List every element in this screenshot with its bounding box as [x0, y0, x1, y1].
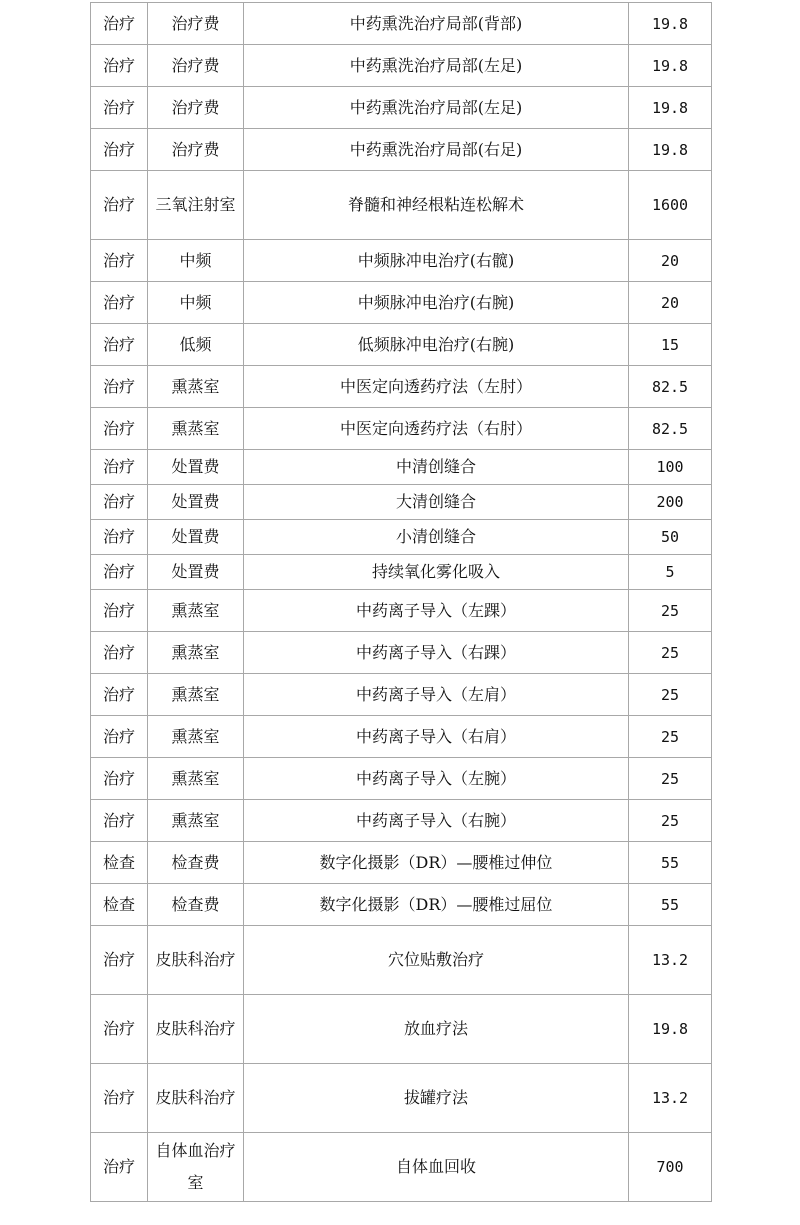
price-cell: 25 [629, 716, 712, 758]
item-name-cell: 中药离子导入（左腕） [244, 758, 629, 800]
item-name-cell: 数字化摄影（DR）—腰椎过伸位 [244, 842, 629, 884]
category-cell: 治疗 [91, 171, 148, 240]
category-cell: 治疗 [91, 520, 148, 555]
price-cell: 19.8 [629, 45, 712, 87]
category-cell: 治疗 [91, 3, 148, 45]
category-cell: 治疗 [91, 282, 148, 324]
table-row [91, 520, 712, 555]
department-cell: 中频 [148, 240, 244, 282]
fee-table-body [91, 3, 712, 1202]
category-cell: 治疗 [91, 408, 148, 450]
price-cell: 20 [629, 240, 712, 282]
price-cell: 25 [629, 758, 712, 800]
price-cell: 82.5 [629, 366, 712, 408]
item-name-cell: 中医定向透药疗法（右肘） [244, 408, 629, 450]
table-row [91, 842, 712, 884]
table-row [91, 995, 712, 1064]
category-cell: 治疗 [91, 450, 148, 485]
item-name-cell: 数字化摄影（DR）—腰椎过屈位 [244, 884, 629, 926]
item-name-cell: 大清创缝合 [244, 485, 629, 520]
department-cell: 处置费 [148, 485, 244, 520]
category-cell: 治疗 [91, 129, 148, 171]
table-row [91, 366, 712, 408]
category-cell: 治疗 [91, 800, 148, 842]
price-cell: 5 [629, 555, 712, 590]
category-cell: 治疗 [91, 555, 148, 590]
table-row [91, 408, 712, 450]
item-name-cell: 自体血回收 [244, 1133, 629, 1202]
department-cell: 皮肤科治疗 [148, 926, 244, 995]
department-cell: 治疗费 [148, 45, 244, 87]
item-name-cell: 中药熏洗治疗局部(背部) [244, 3, 629, 45]
item-name-cell: 持续氧化雾化吸入 [244, 555, 629, 590]
table-row [91, 800, 712, 842]
price-cell: 200 [629, 485, 712, 520]
department-cell: 检查费 [148, 842, 244, 884]
price-cell: 19.8 [629, 3, 712, 45]
department-cell: 皮肤科治疗 [148, 995, 244, 1064]
category-cell: 治疗 [91, 240, 148, 282]
price-cell: 100 [629, 450, 712, 485]
item-name-cell: 拔罐疗法 [244, 1064, 629, 1133]
table-row [91, 555, 712, 590]
category-cell: 治疗 [91, 995, 148, 1064]
item-name-cell: 中药离子导入（右踝） [244, 632, 629, 674]
item-name-cell: 中药离子导入（右肩） [244, 716, 629, 758]
fee-table [90, 2, 712, 1202]
category-cell: 检查 [91, 842, 148, 884]
category-cell: 治疗 [91, 674, 148, 716]
category-cell: 治疗 [91, 758, 148, 800]
category-cell: 治疗 [91, 87, 148, 129]
category-cell: 检查 [91, 884, 148, 926]
price-cell: 55 [629, 842, 712, 884]
category-cell: 治疗 [91, 1064, 148, 1133]
table-row [91, 129, 712, 171]
item-name-cell: 中清创缝合 [244, 450, 629, 485]
item-name-cell: 中药离子导入（左踝） [244, 590, 629, 632]
item-name-cell: 中药离子导入（右腕） [244, 800, 629, 842]
item-name-cell: 中药熏洗治疗局部(左足) [244, 45, 629, 87]
department-cell: 处置费 [148, 520, 244, 555]
item-name-cell: 中频脉冲电治疗(右腕) [244, 282, 629, 324]
table-row [91, 282, 712, 324]
category-cell: 治疗 [91, 926, 148, 995]
price-cell: 55 [629, 884, 712, 926]
price-cell: 13.2 [629, 1064, 712, 1133]
category-cell: 治疗 [91, 590, 148, 632]
category-cell: 治疗 [91, 632, 148, 674]
price-cell: 1600 [629, 171, 712, 240]
price-cell: 19.8 [629, 129, 712, 171]
price-cell: 19.8 [629, 995, 712, 1064]
table-row [91, 485, 712, 520]
item-name-cell: 中医定向透药疗法（左肘） [244, 366, 629, 408]
table-row [91, 1064, 712, 1133]
item-name-cell: 脊髓和神经根粘连松解术 [244, 171, 629, 240]
item-name-cell: 中药熏洗治疗局部(左足) [244, 87, 629, 129]
department-cell: 治疗费 [148, 129, 244, 171]
item-name-cell: 低频脉冲电治疗(右腕) [244, 324, 629, 366]
price-cell: 20 [629, 282, 712, 324]
department-cell: 处置费 [148, 555, 244, 590]
category-cell: 治疗 [91, 366, 148, 408]
table-row [91, 450, 712, 485]
price-cell: 50 [629, 520, 712, 555]
table-row [91, 632, 712, 674]
department-cell: 低频 [148, 324, 244, 366]
table-row [91, 240, 712, 282]
item-name-cell: 中药熏洗治疗局部(右足) [244, 129, 629, 171]
table-row [91, 884, 712, 926]
price-cell: 25 [629, 590, 712, 632]
table-row [91, 324, 712, 366]
department-cell: 熏蒸室 [148, 800, 244, 842]
department-cell: 熏蒸室 [148, 632, 244, 674]
department-cell: 三氧注射室 [148, 171, 244, 240]
price-cell: 25 [629, 632, 712, 674]
category-cell: 治疗 [91, 716, 148, 758]
department-cell: 治疗费 [148, 87, 244, 129]
table-row [91, 926, 712, 995]
department-cell: 自体血治疗室 [148, 1133, 244, 1202]
department-cell: 治疗费 [148, 3, 244, 45]
price-cell: 700 [629, 1133, 712, 1202]
category-cell: 治疗 [91, 324, 148, 366]
table-row [91, 1133, 712, 1202]
price-cell: 82.5 [629, 408, 712, 450]
table-row [91, 45, 712, 87]
price-cell: 25 [629, 674, 712, 716]
item-name-cell: 穴位贴敷治疗 [244, 926, 629, 995]
department-cell: 熏蒸室 [148, 674, 244, 716]
department-cell: 熏蒸室 [148, 716, 244, 758]
item-name-cell: 放血疗法 [244, 995, 629, 1064]
department-cell: 中频 [148, 282, 244, 324]
table-row [91, 758, 712, 800]
department-cell: 熏蒸室 [148, 758, 244, 800]
price-cell: 13.2 [629, 926, 712, 995]
price-cell: 25 [629, 800, 712, 842]
department-cell: 处置费 [148, 450, 244, 485]
table-row [91, 171, 712, 240]
table-row [91, 3, 712, 45]
price-cell: 15 [629, 324, 712, 366]
table-row [91, 87, 712, 129]
table-row [91, 674, 712, 716]
department-cell: 熏蒸室 [148, 408, 244, 450]
category-cell: 治疗 [91, 1133, 148, 1202]
item-name-cell: 小清创缝合 [244, 520, 629, 555]
item-name-cell: 中药离子导入（左肩） [244, 674, 629, 716]
department-cell: 检查费 [148, 884, 244, 926]
department-cell: 熏蒸室 [148, 366, 244, 408]
price-cell: 19.8 [629, 87, 712, 129]
category-cell: 治疗 [91, 45, 148, 87]
department-cell: 熏蒸室 [148, 590, 244, 632]
table-row [91, 716, 712, 758]
category-cell: 治疗 [91, 485, 148, 520]
department-cell: 皮肤科治疗 [148, 1064, 244, 1133]
table-row [91, 590, 712, 632]
item-name-cell: 中频脉冲电治疗(右髋) [244, 240, 629, 282]
